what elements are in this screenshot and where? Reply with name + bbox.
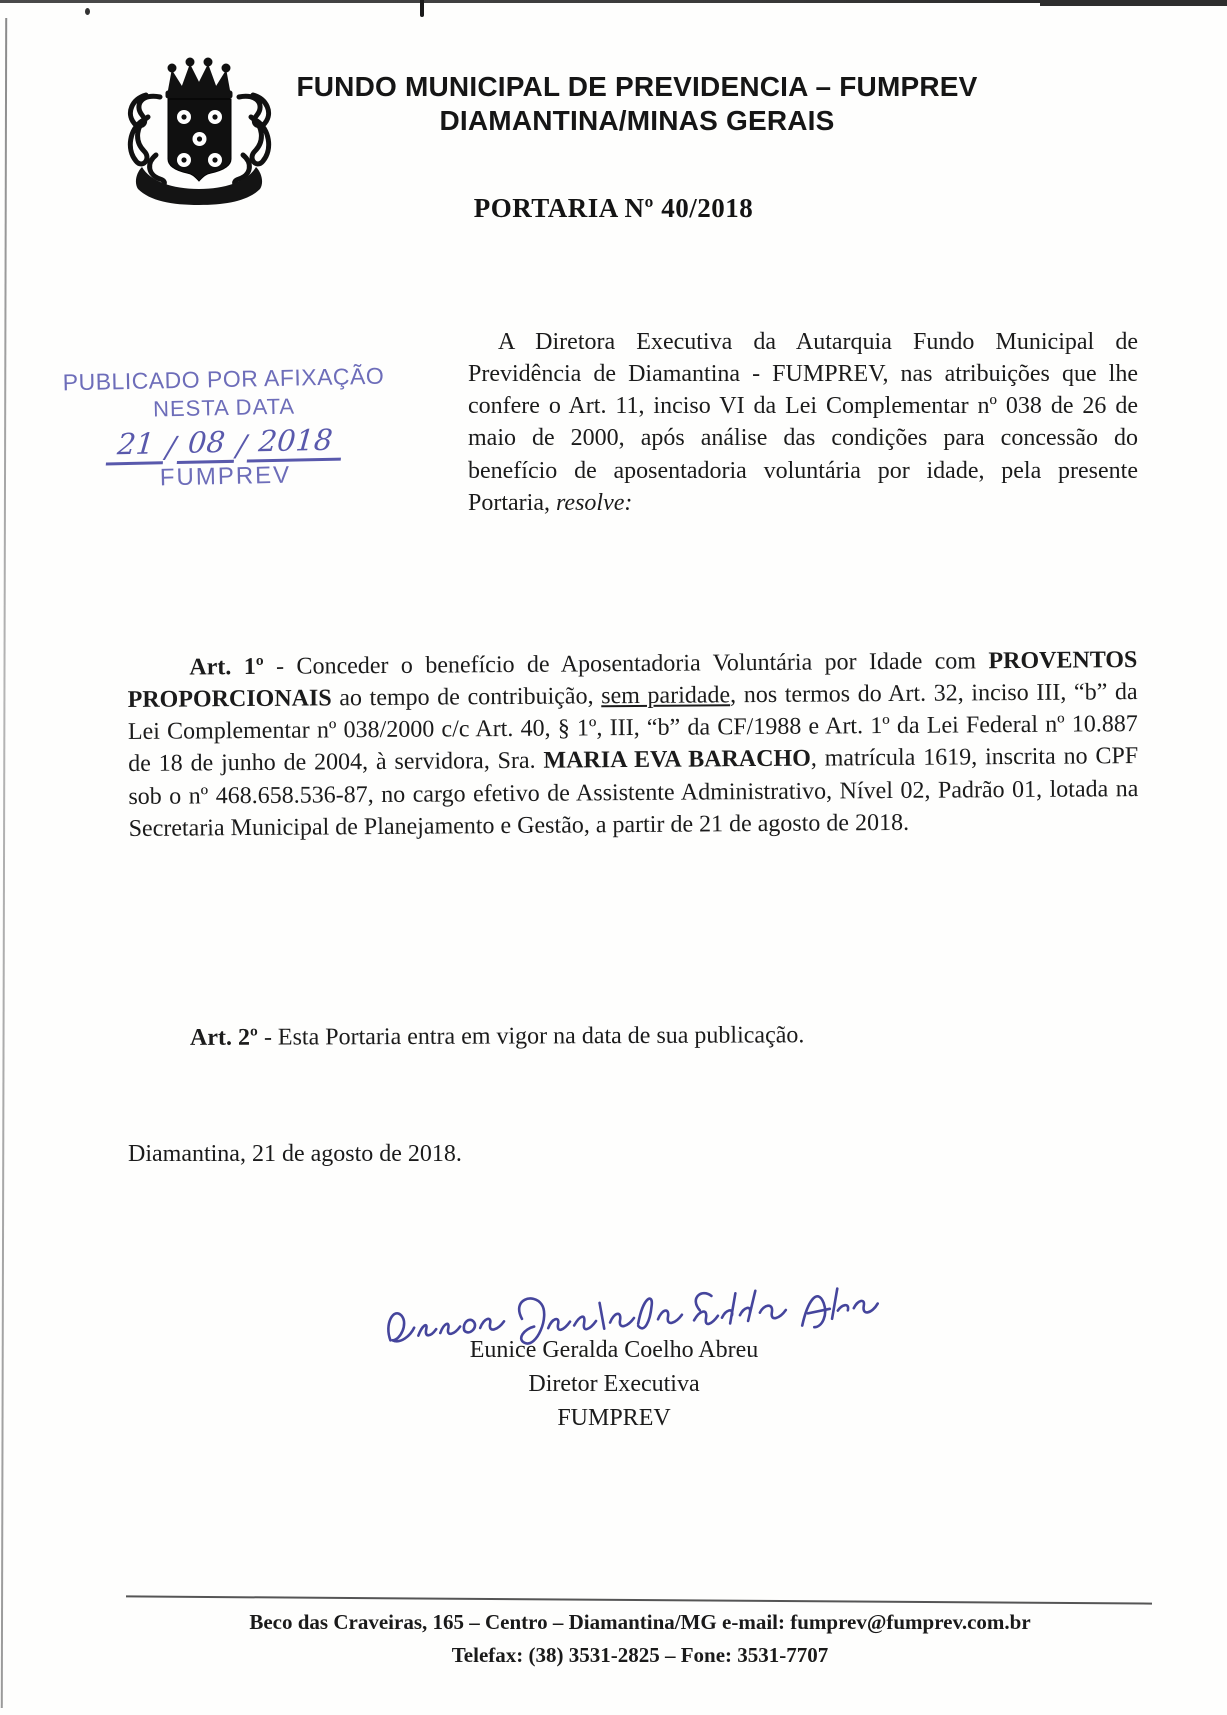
preamble-paragraph: A Diretora Executiva da Autarquia Fundo Municipal de Previdência de Diamantina - FUMPREV, nas atribuições que lhe confere o Art. 11, inciso VI da Lei Complementar nº 038 de 26 de maio de 2000, após análise das condições para concessão do benefício de aposentadoria voluntária por idade, pela presente Portaria, resolve: — [468, 329, 1138, 516]
stamp-line1: PUBLICADO POR AFIXAÇÃO — [62, 362, 385, 396]
place-date-line: Diamantina, 21 de agosto de 2018. — [128, 1141, 462, 1167]
stamp-date-month: 08 — [176, 425, 236, 464]
footer-divider — [126, 1595, 1152, 1604]
stamp-org: FUMPREV — [159, 461, 292, 492]
stamp-date-separator: / — [164, 429, 178, 465]
publication-stamp — [51, 362, 399, 494]
footer-phone-line: Telefax: (38) 3531-2825 – Fone: 3531-7707 — [451, 1642, 829, 1667]
stamp-date-year: 2018 — [247, 422, 344, 462]
stamp-handwritten-date — [51, 421, 399, 466]
org-header — [292, 70, 982, 138]
document-title: PORTARIA Nº 40/2018 — [473, 193, 754, 223]
footer-address-line: Beco das Craveiras, 165 – Centro – Diamantina/MG e-mail: fumprev@fumprev.com.br — [249, 1610, 1031, 1634]
signer-org: FUMPREV — [557, 1405, 671, 1432]
org-name-line1: FUNDO MUNICIPAL DE PREVIDENCIA – FUMPREV — [296, 71, 978, 102]
stamp-date-separator: / — [235, 428, 248, 463]
scan-edge-artifact — [1, 18, 7, 1708]
stamp-date-day: 21 — [106, 426, 166, 465]
municipal-coat-of-arms-icon — [112, 55, 287, 207]
signature-block — [314, 1333, 914, 1435]
org-name-line2: DIAMANTINA/MINAS GERAIS — [439, 105, 835, 137]
scan-mark-artifact — [85, 8, 90, 15]
scan-edge-artifact — [1040, 0, 1227, 6]
signer-role: Diretor Executiva — [528, 1371, 700, 1398]
stamp-line2: NESTA DATA — [152, 393, 296, 422]
scan-mark-artifact — [420, 0, 424, 17]
signer-name: Eunice Geralda Coelho Abreu — [469, 1337, 759, 1363]
footer — [100, 1606, 1180, 1671]
article-1-paragraph: Art. 1º - Conceder o benefício de Aposentadoria Voluntária por Idade com PROVENTOS PROPORCIONAIS ao tempo de contribuição, sem paridade, nos termos do Art. 32, inciso III, “b” da Lei Complementar nº 038/2000 c/c Art. 40, § 1º, III, “b” da CF/1988 e Art. 1º da Lei Federal nº 10.887 de 18 de junho de 2004, à servidora, Sra. MARIA EVA BARACHO, matrícula 1619, inscrita no CPF sob o nº 468.658.536-87, no cargo efetivo de Assistente Administrativo, Nível 02, Padrão 01, lotada na Secretaria Municipal de Planejamento e Gestão, a partir de 21 de agosto de 2018. — [127, 647, 1139, 842]
article-2-paragraph: Art. 2º - Esta Portaria entra em vigor na data de sua publicação. — [189, 1022, 805, 1051]
